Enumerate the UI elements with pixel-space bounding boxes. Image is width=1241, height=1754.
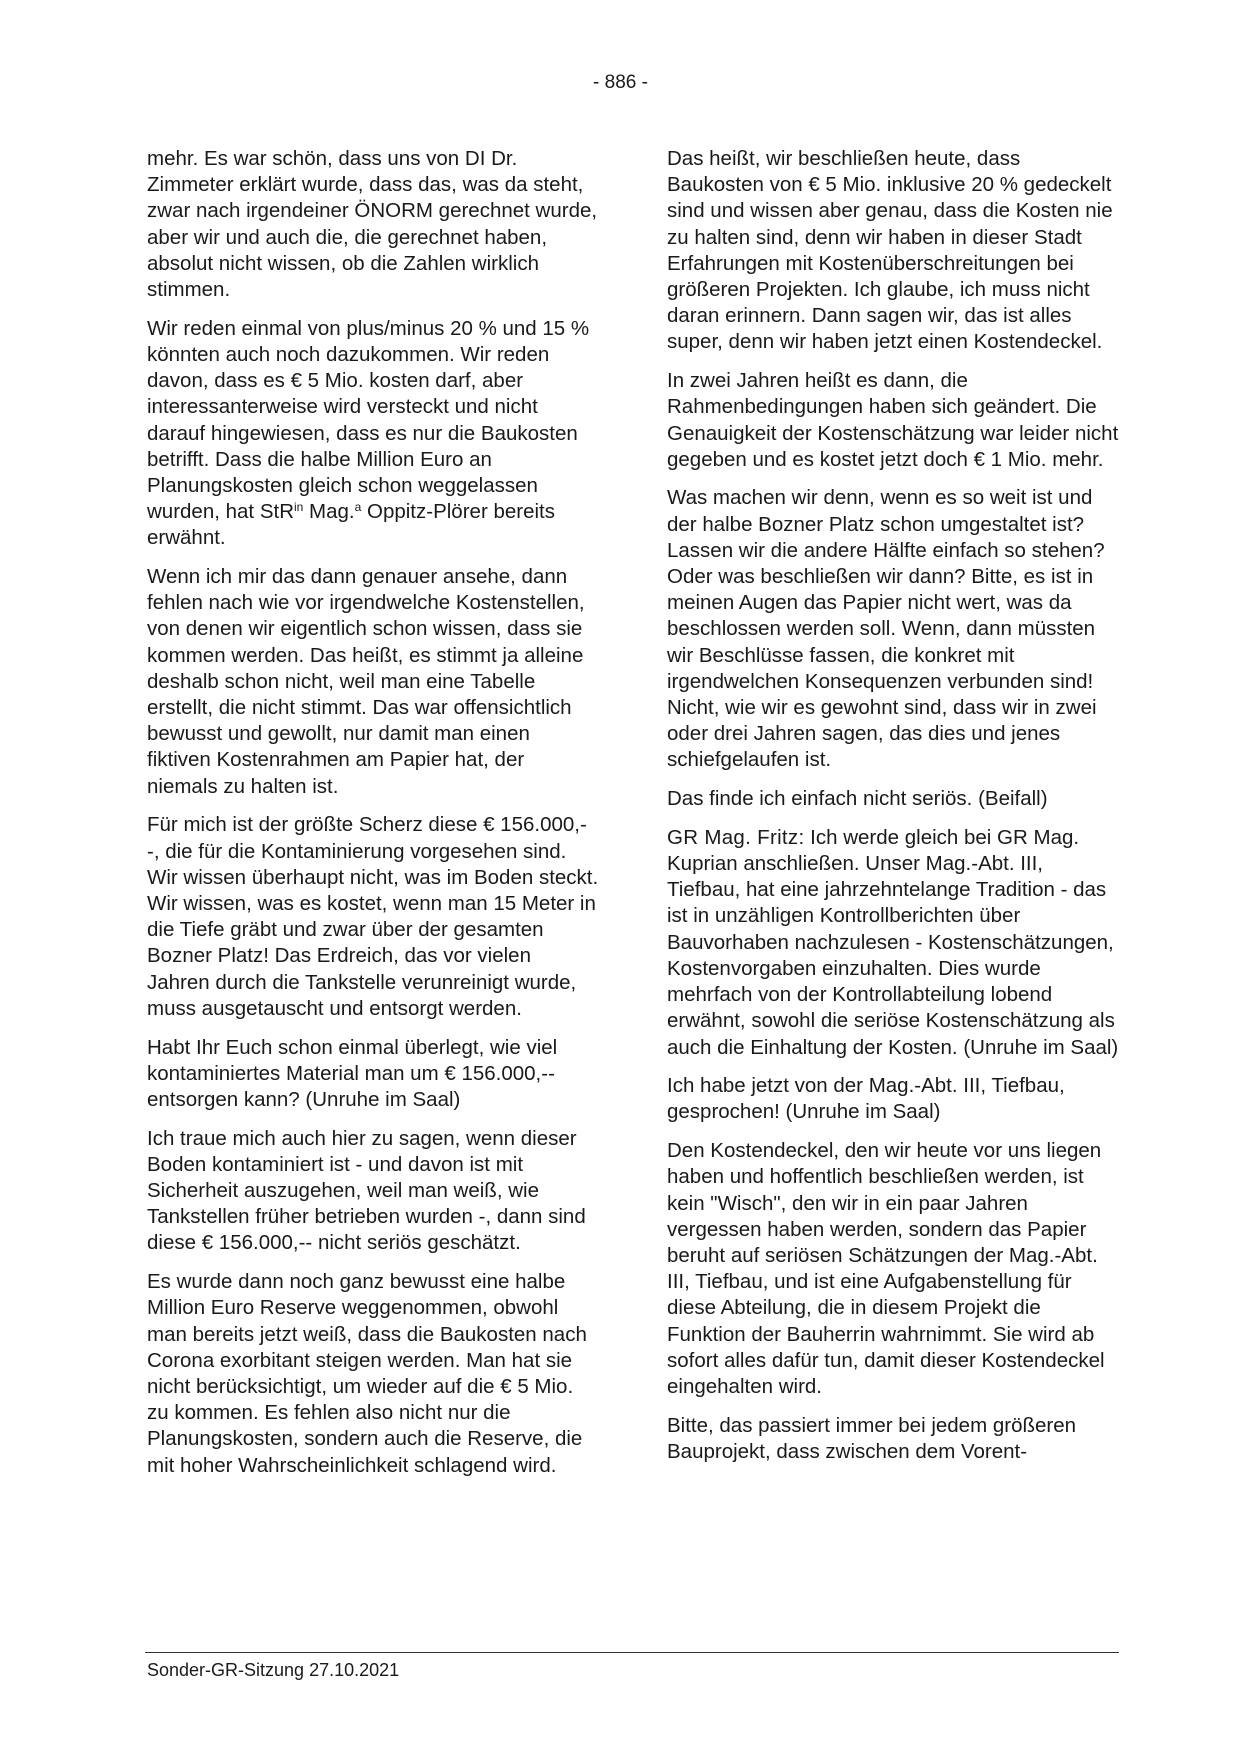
paragraph: Das finde ich einfach nicht seriös. (Beifall) bbox=[667, 787, 1048, 811]
paragraph: Den Kostendeckel, den wir heute vor uns liegen haben und hoffentlich beschließen werden, ist kein "Wisch", den wir in ein paar Jahren vergessen haben werden, sondern das Papier beruht auf seriösen Schätzungen der Mag.-Abt. III, Tiefbau, und ist eine Aufgabenstellung für diese Abteilung, die in diesem Projekt die Funktion der Bauherrin wahrnimmt. Sie wird ab sofort alles dafür tun, damit dieser Kostendeckel eingehalten wird. bbox=[667, 1139, 1105, 1398]
footer-divider bbox=[145, 1652, 1119, 1653]
paragraph: Habt Ihr Euch schon einmal überlegt, wie viel kontaminiertes Material man um € 156.000,-- entsorgen kann? (Unruhe im Saal) bbox=[147, 1035, 558, 1111]
paragraph: In zwei Jahren heißt es dann, die Rahmenbedingungen haben sich geändert. Die Genauigkeit der Kostenschätzung war leider nicht gegeben und es kostet jetzt doch € 1 Mio. mehr. bbox=[667, 369, 1119, 471]
paragraph: Was machen wir denn, wenn es so weit ist und der halbe Bozner Platz schon umgestaltet ist? Lassen wir die andere Hälfte einfach so stehen? Oder was beschließen wir dann? Bitte, es ist in meinen Augen das Papier nicht wert, was da beschlossen werden soll. Wenn, dann müssten wir Beschlüsse fassen, die konkret mit irgendwelchen Konsequenzen verbunden sind! Nicht, wie wir es gewohnt sind, dass wir in zwei oder drei Jahren sagen, das dies und jenes schiefgelaufen ist. bbox=[667, 486, 1105, 772]
paragraph: Ich habe jetzt von der Mag.-Abt. III, Tiefbau, gesprochen! (Unruhe im Saal) bbox=[667, 1074, 1065, 1124]
right-column bbox=[667, 146, 1119, 1465]
paragraph-text: Mag. bbox=[303, 500, 355, 524]
speaker-name: GR Mag. Fritz: bbox=[667, 825, 805, 849]
paragraph bbox=[667, 825, 1119, 1061]
paragraph-text: Oppitz-Plörer bereits erwähnt. bbox=[147, 500, 555, 550]
paragraph: Es wurde dann noch ganz bewusst eine halbe Million Euro Reserve weggenommen, obwohl man bereits jetzt weiß, dass die Baukosten nach Corona exorbitant steigen werden. Man hat sie nicht berücksichtigt, um wieder auf die € 5 Mio. zu kommen. Es fehlen also nicht nur die Planungskosten, sondern auch die Reserve, die mit hoher Wahrscheinlichkeit schlagend wird. bbox=[147, 1270, 587, 1477]
paragraph: Bitte, das passiert immer bei jedem größeren Bauprojekt, dass zwischen dem Vorent- bbox=[667, 1413, 1077, 1463]
footer-text: Sonder-GR-Sitzung 27.10.2021 bbox=[147, 1660, 400, 1680]
paragraph: Ich traue mich auch hier zu sagen, wenn dieser Boden kontaminiert ist - und davon ist mit Sicherheit auszugehen, weil man weiß, wie Tankstellen früher betrieben wurden -, dann sind diese € 156.000,-- nicht seriös geschätzt. bbox=[147, 1126, 586, 1255]
paragraph bbox=[147, 316, 599, 552]
paragraph: mehr. Es war schön, dass uns von DI Dr. Zimmeter erklärt wurde, dass das, was da steht, zwar nach irgendeiner ÖNORM gerechnet wurde, aber wir und auch die, die gerechnet haben, absolut nicht wissen, ob die Zahlen wirklich stimmen. bbox=[147, 147, 598, 302]
paragraph: Das heißt, wir beschließen heute, dass Baukosten von € 5 Mio. inklusive 20 % gedeckelt sind und wissen aber genau, dass die Kosten nie zu halten sind, denn wir haben in dieser Stadt Erfahrungen mit Kostenüberschreitungen bei größeren Projekten. Ich glaube, ich muss nicht daran erinnern. Dann sagen wir, das ist alles super, denn wir haben jetzt einen Kostendeckel. bbox=[667, 147, 1113, 354]
paragraph: Wenn ich mir das dann genauer ansehe, dann fehlen nach wie vor irgendwelche Kostenstellen, von denen wir eigentlich schon wissen, dass sie kommen werden. Das heißt, es stimmt ja alleine deshalb schon nicht, weil man eine Tabelle erstellt, die nicht stimmt. Das war offensichtlich bewusst und gewollt, nur damit man einen fiktiven Kostenrahmen am Papier hat, der niemals zu halten ist. bbox=[147, 565, 585, 798]
left-column bbox=[147, 146, 599, 1479]
superscript: in bbox=[294, 500, 304, 515]
paragraph-text: Ich werde gleich bei GR Mag. Kuprian anschließen. Unser Mag.-Abt. III, Tiefbau, hat eine jahrzehntelange Tradition - das ist in unzähligen Kontrollberichten über Bauvorhaben nachzulesen - Kostenschätzungen, Kostenvorgaben einzuhalten. Dies wurde mehrfach von der Kontrollabteilung lobend erwähnt, sowohl die seriöse Kostenschätzung als auch die Einhaltung der Kosten. (Unruhe im Saal) bbox=[667, 825, 1119, 1059]
paragraph: Für mich ist der größte Scherz diese € 156.000,--, die für die Kontaminierung vorgesehen sind. Wir wissen überhaupt nicht, was im Boden steckt. Wir wissen, was es kostet, wenn man 15 Meter in die Tiefe gräbt und zwar über der gesamten Bozner Platz! Das Erdreich, das vor vielen Jahren durch die Tankstelle verunreinigt wurde, muss ausgetauscht und entsorgt werden. bbox=[147, 813, 599, 1020]
superscript: a bbox=[354, 500, 362, 515]
paragraph-text: Wir reden einmal von plus/minus 20 % und 15 % könnten auch noch dazukommen. Wir reden davon, dass es € 5 Mio. kosten darf, aber interessanterweise wird versteckt und nicht darauf hingewiesen, dass es nur die Baukosten betrifft. Dass die halbe Million Euro an Planungskosten gleich schon weggelassen wurden, hat StR bbox=[147, 316, 590, 524]
page-number: - 886 - bbox=[593, 72, 648, 93]
